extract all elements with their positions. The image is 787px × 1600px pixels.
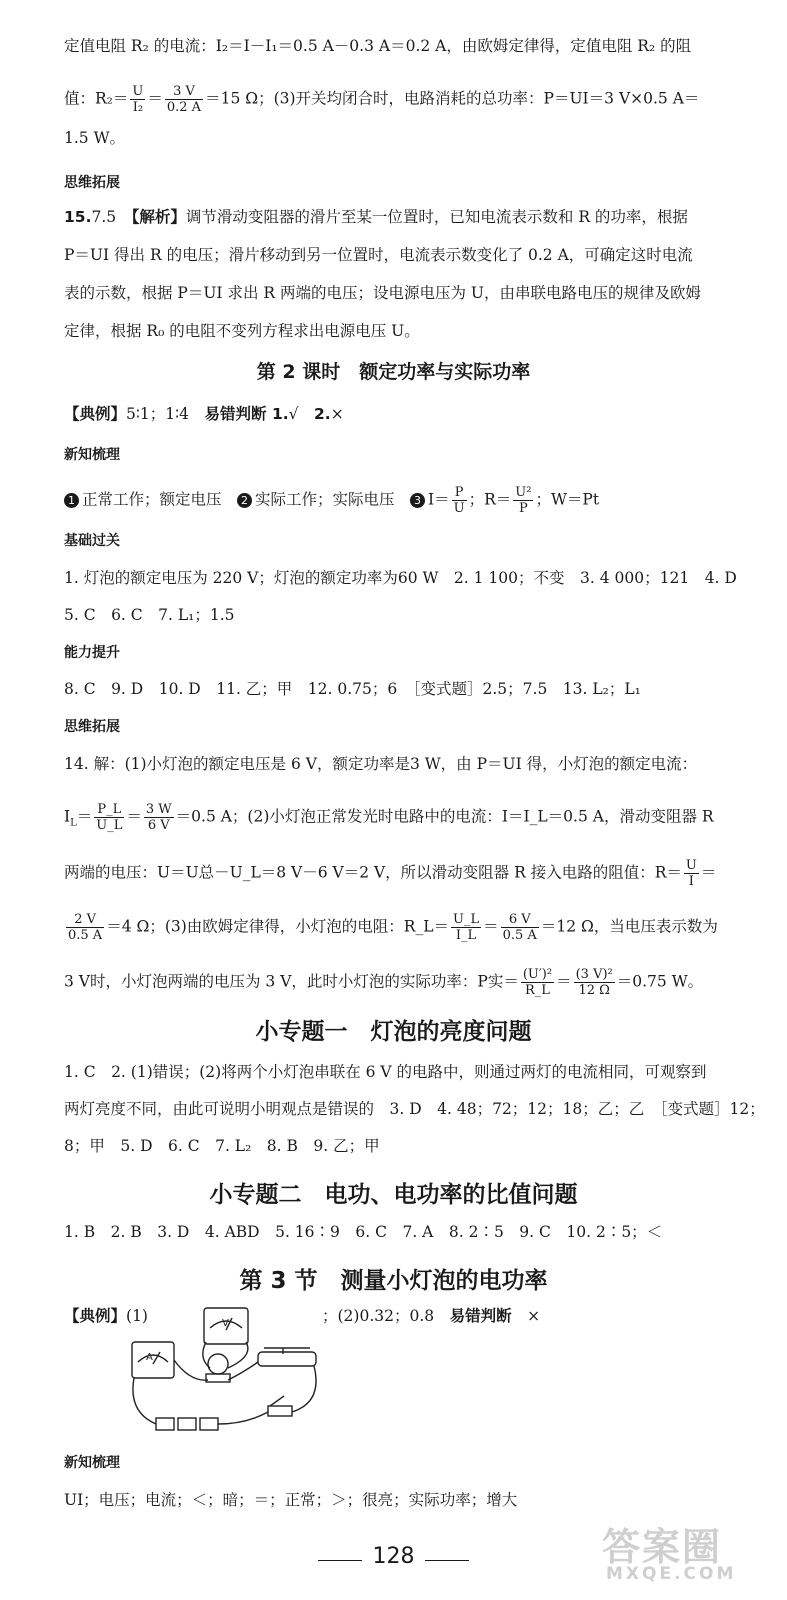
section-title-jichu: 基础过关: [64, 533, 120, 549]
text: √: [288, 405, 315, 423]
top-line-2: [64, 84, 727, 115]
q14-line-3: [64, 858, 727, 889]
fraction: [130, 84, 145, 115]
jichu-line-1: 1. 灯泡的额定电压为 220 V；灯泡的额定功率为60 W 2. 1 100；不变 3. 4 000；121 4. D: [64, 569, 737, 587]
denominator: 0.5 A: [502, 928, 537, 943]
section-title-siwei-2: 思维拓展: [64, 719, 120, 735]
q15-line-4: 定律，根据 R₀ 的电阻不变列方程求出电源电压 U。: [64, 322, 420, 340]
fraction: [684, 858, 699, 889]
denominator: I_L: [455, 928, 477, 943]
page-number: 128: [372, 1544, 415, 1569]
jichu-line-2: 5. C 6. C 7. L₁；1.5: [64, 606, 235, 624]
text: ；R＝: [468, 490, 512, 509]
voltmeter-label: V: [222, 1318, 229, 1329]
numerator: P_L: [94, 802, 124, 818]
text: 两端的电压：U＝U总－U_L＝8 V－6 V＝2 V，所以滑动变阻器 R 接入电路的阻值：R＝: [64, 863, 682, 882]
analysis-tag: 【解析】: [131, 208, 186, 226]
denominator: 12 Ω: [578, 983, 610, 998]
denominator: R_L: [525, 983, 550, 998]
denominator: I: [688, 874, 694, 889]
text: 5∶1；1∶4: [126, 405, 205, 423]
watermark-url: MXQE.COM: [606, 1564, 737, 1584]
numerator: U²: [515, 485, 532, 500]
denominator: P: [519, 501, 528, 516]
fraction: [513, 485, 533, 516]
top-line-1: 定值电阻 R₂ 的电流：I₂＝I－I₁＝0.5 A－0.3 A＝0.2 A，由欧姆定律得，定值电阻 R₂ 的阻: [64, 37, 692, 55]
text: ＝: [76, 807, 93, 826]
watermark: [596, 1514, 764, 1588]
text: ＝: [483, 917, 499, 936]
topic2-title: 小专题二 电功、电功率的比值问题: [209, 1182, 578, 1208]
q15-line-2: P＝UI 得出 R 的电压；滑片移动到另一位置时，电流表示数变化了 0.2 A，可确定这时电流: [64, 246, 693, 264]
topic1-line-1: 1. C 2. (1)错误；(2)将两个小灯泡串联在 6 V 的电路中，则通过两灯的电流相同，可观察到: [64, 1063, 707, 1081]
text: ；W＝Pt: [535, 490, 600, 509]
q14-line-5: [64, 967, 727, 998]
nengli-line: 8. C 9. D 10. D 11. 乙；甲 12. 0.75；6 ［变式题］2.5；7.5 13. L₂；L₁: [64, 680, 641, 698]
fraction: [66, 912, 104, 943]
text: 值：R₂＝: [64, 89, 129, 108]
q15-line-1: [64, 207, 727, 227]
text: I＝: [428, 490, 450, 509]
circuit-diagram: [118, 1302, 328, 1437]
numerator: P: [452, 485, 467, 501]
topic1-line-3: 8；甲 5. D 6. C 7. L₂ 8. B 9. 乙；甲: [64, 1137, 380, 1155]
sec3-xinzhi-line: UI；电压；电流；＜；暗；＝；正常；＞；很亮；实际功率；增大: [64, 1491, 518, 1509]
lesson-title: 第 2 课时 额定功率与实际功率: [256, 361, 531, 383]
text: ＝: [147, 89, 163, 108]
numerator: 3 W: [145, 802, 172, 817]
section-title-siwei: 思维拓展: [64, 175, 120, 191]
sec3-example-end: [322, 1306, 727, 1326]
text: 调节滑动变阻器的滑片至某一位置时，已知电流表示数和 R 的功率，根据: [185, 208, 688, 226]
text: ＝: [556, 972, 572, 991]
text: 1.: [266, 405, 289, 423]
text: ＝: [126, 807, 142, 826]
denominator: 6 V: [147, 818, 170, 833]
q14-line-1: 14. 解：(1)小灯泡的额定电压是 6 V，额定功率是3 W，由 P＝UI 得，小灯泡的额定电流：: [64, 755, 698, 773]
question-number: 15.: [64, 208, 92, 226]
fraction: [521, 967, 554, 998]
text: (1): [126, 1307, 148, 1325]
numerator: U: [685, 858, 697, 873]
bulb-icon: [208, 1354, 228, 1374]
fraction: [452, 485, 467, 516]
topic1-title: 小专题一 灯泡的亮度问题: [255, 1019, 532, 1045]
circled-number: 3: [410, 493, 425, 508]
text: 实际工作；实际电压: [255, 490, 411, 509]
topic2-line-1: 1. B 2. B 3. D 4. ABD 5. 16∶9 6. C 7. A 8. 2∶5 9. C 10. 2∶5；＜: [64, 1223, 663, 1241]
denominator: 0.5 A: [68, 928, 103, 943]
q15-line-3: 表的示数，根据 P＝UI 求出 R 两端的电压；设电源电压为 U，由串联电路电压的规律及欧姆: [64, 284, 701, 302]
denominator: I₂: [132, 100, 144, 115]
section-title-xinzhi-3: 新知梳理: [64, 1455, 120, 1471]
text: ＝0.5 A；(2)小灯泡正常发光时电路中的电流：I＝I_L＝0.5 A，滑动变阻器 R: [175, 807, 714, 826]
text: I: [64, 807, 71, 826]
text: ＝0.75 W。: [616, 972, 704, 991]
top-line-3: 1.5 W。: [64, 129, 126, 147]
page-number-dash-right: [425, 1560, 469, 1561]
text: ＝: [700, 863, 717, 882]
rheostat-icon: [258, 1352, 316, 1366]
text: ＝12 Ω，当电压表示数为: [540, 917, 718, 936]
xinzhi-line: [64, 485, 727, 516]
denominator: 0.2 A: [166, 100, 202, 115]
denominator: U: [453, 501, 465, 516]
text: ＝4 Ω；(3)由欧姆定律得，小灯泡的电阻：R_L＝: [106, 917, 450, 936]
watermark-text: 答案圈: [602, 1525, 723, 1569]
circled-number: 1: [64, 493, 79, 508]
circled-number: 2: [237, 493, 252, 508]
numerator: 6 V: [501, 912, 539, 928]
fraction: [451, 912, 481, 943]
fraction: [165, 84, 203, 115]
fraction: [501, 912, 539, 943]
text: 3 V时，小灯泡两端的电压为 3 V，此时小灯泡的实际功率：P实＝: [64, 972, 519, 991]
text: ×: [330, 405, 344, 423]
fraction: [144, 802, 174, 833]
numerator: 3 V: [165, 84, 203, 100]
text: ×: [511, 1307, 541, 1325]
denominator: U_L: [96, 818, 123, 833]
example-line: [64, 404, 727, 424]
easy-label: 易错判断: [204, 405, 267, 423]
text: ；(2)0.32；0.8: [322, 1307, 450, 1325]
fraction: [94, 802, 124, 833]
numerator: 2 V: [66, 912, 104, 928]
ammeter-label: A: [146, 1352, 153, 1363]
q14-line-4: [64, 912, 727, 943]
section3-title: 第 3 节 测量小灯泡的电功率: [239, 1268, 548, 1294]
ammeter-icon: [132, 1342, 174, 1378]
switch-icon: [268, 1406, 292, 1416]
numerator: U_L: [453, 912, 480, 927]
text: 正常工作；额定电压: [82, 490, 238, 509]
example-tag: 【典例】: [64, 405, 127, 423]
numerator: U: [132, 84, 144, 99]
numerator: (U′)²: [522, 967, 553, 982]
topic1-line-2: 两灯亮度不同，由此可说明小明观点是错误的 3. D 4. 48；72；12；18；乙；乙 ［变式题］12；: [64, 1100, 765, 1118]
numerator: (3 V)²: [575, 967, 613, 982]
subscript: L: [70, 817, 77, 829]
easy-label: 易错判断: [449, 1307, 512, 1325]
answer: 7.5: [91, 208, 132, 226]
text: ＝15 Ω；(3)开关均闭合时，电路消耗的总功率：P＝UI＝3 V×0.5 A＝: [205, 89, 700, 108]
section-title-xinzhi: 新知梳理: [64, 447, 120, 463]
example-tag: 【典例】: [64, 1307, 127, 1325]
fraction: [574, 967, 615, 998]
q14-line-2: [64, 802, 727, 834]
text: 2.: [314, 405, 331, 423]
section-title-nengli: 能力提升: [64, 645, 120, 661]
